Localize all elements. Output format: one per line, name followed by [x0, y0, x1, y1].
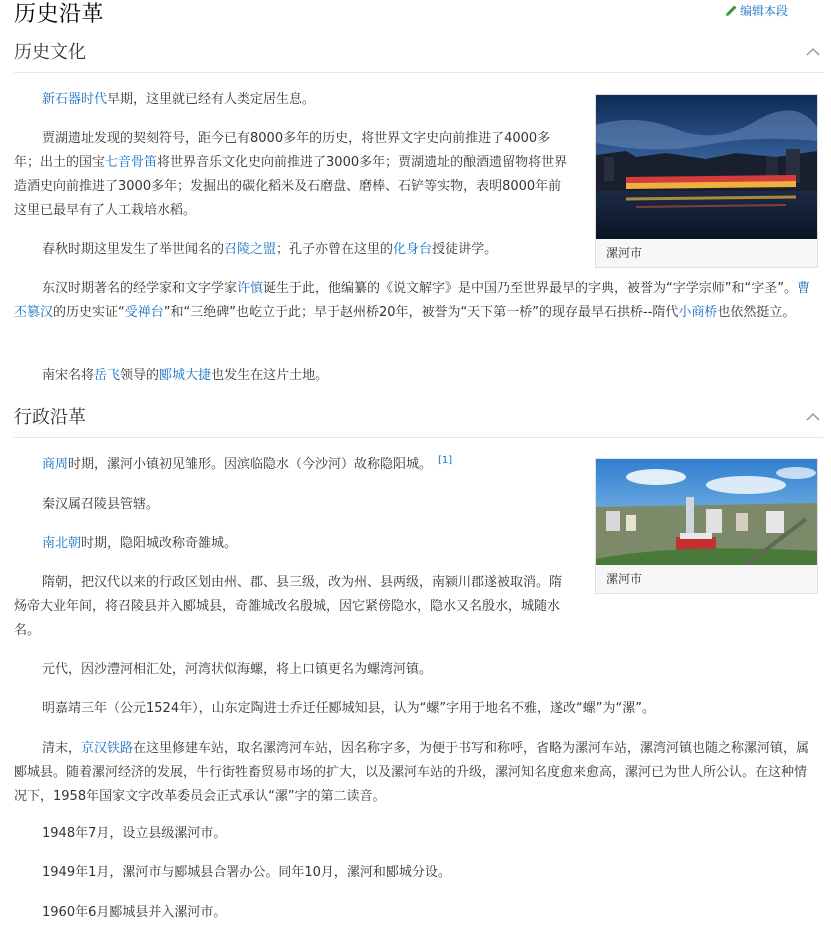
inline-link[interactable]: 许慎 — [237, 281, 264, 296]
text-run: ”和“三绝碑”也屹立于此；早于赵州桥20年，被誉为“天下第一桥”的现存最早石拱桥--隋代 — [163, 305, 679, 320]
text-run: 贾湖遗址发现的契刻符号，距今已有8000多年的历史，将世界文字史向前推进了4000多年；出土的国宝 — [14, 131, 551, 170]
text-run: 1949年1月，漯河市与郾城县合署办公。同年10月，漯河和郾城分设。 — [42, 865, 451, 880]
paragraph — [14, 822, 818, 846]
paragraph — [14, 697, 818, 721]
text-run: 东汉时期著名的经学家和文字学家 — [42, 281, 238, 296]
paragraph — [14, 658, 818, 682]
text-run: 南宋名将 — [42, 368, 95, 383]
inline-link[interactable]: 岳飞 — [94, 368, 121, 383]
paragraph — [14, 127, 570, 223]
figure-caption: 漯河市 — [606, 246, 643, 260]
inline-link[interactable]: 南北朝 — [42, 536, 82, 551]
paragraph — [14, 277, 818, 325]
inline-link[interactable]: 京汉铁路 — [81, 741, 134, 756]
section-header-history-culture — [14, 40, 823, 73]
inline-link[interactable]: 化身台 — [393, 242, 433, 257]
paragraph — [14, 238, 570, 262]
city-aerial-photo — [596, 459, 817, 565]
inline-link[interactable]: 召陵之盟 — [224, 242, 277, 257]
paragraph — [14, 571, 570, 643]
paragraph — [14, 737, 818, 809]
inline-link[interactable]: 曹丕篡汉 — [14, 281, 810, 320]
text-run: 秦汉属召陵县管辖。 — [42, 497, 160, 512]
text-run: 的历史实证“ — [53, 305, 125, 320]
text-run: 1960年6月郾城县并入漯河市。 — [42, 905, 227, 920]
text-run: 也依然挺立。 — [717, 305, 796, 320]
page-title: 历史沿革 — [14, 2, 105, 27]
text-run: 在这里修建车站，取名漯湾河车站，因名称字多，为便于书写和称呼，省略为漯河车站，漯湾河镇也随之称漯河镇，属郾城县。随着漯河经济的发展，牛行街牲畜贸易市场的扩大，以及漯河车站的升级，漯河知名度愈来愈高，漯河已为世人所公认。在这种情况下，1958年国家文字改革委员会正式承认“漯”字的第二读音。 — [14, 741, 810, 804]
paragraph — [14, 88, 570, 112]
text-run: 将世界音乐文化史向前推进了3000多年；贾湖遗址的酿酒遗留物将世界造酒史向前推进了3000多年；发掘出的碳化稻米及石磨盘、磨棒、石铲等实物，表明8000年前这里已最早有了人工栽培水稻。 — [14, 155, 568, 218]
section-heading: 行政沿革 — [14, 407, 86, 428]
text-run: 也发生在这片土地。 — [211, 368, 329, 383]
text-run: 领导的 — [120, 368, 160, 383]
inline-link[interactable]: 小商桥 — [678, 305, 718, 320]
image-figure[interactable] — [595, 94, 818, 268]
text-run: 时期，隐阳城改称奇雒城。 — [81, 536, 238, 551]
inline-link[interactable]: 商周 — [42, 457, 69, 472]
reference-link[interactable]: [1] — [438, 454, 453, 466]
inline-link[interactable]: 七音骨笛 — [105, 155, 158, 170]
text-run: 隋朝，把汉代以来的行政区划由州、郡、县三级，改为州、县两级，南颍川郡遂被取消。隋炀帝大业年间，将召陵县并入郾城县，奇雒城改名殷城，因它紧傍隐水，隐水又名殷水，城随水名。 — [14, 575, 563, 638]
city-night-photo — [596, 95, 817, 239]
text-run: 授徒讲学。 — [432, 242, 498, 257]
inline-link[interactable]: 郾城大捷 — [159, 368, 212, 383]
section-heading: 历史文化 — [14, 42, 86, 63]
paragraph — [14, 493, 570, 517]
chevron-up-icon[interactable] — [806, 47, 820, 57]
paragraph — [14, 364, 818, 388]
edit-section-button[interactable] — [725, 2, 788, 19]
text-run: ；孔子亦曾在这里的 — [276, 242, 394, 257]
paragraph — [14, 861, 818, 885]
figure-caption: 漯河市 — [606, 572, 643, 586]
text-run: 时期，漯河小镇初见雏形。因滨临隐水（今沙河）故称隐阳城。 — [68, 457, 433, 472]
paragraph — [14, 453, 570, 477]
text-run: 春秋时期这里发生了举世闻名的 — [42, 242, 225, 257]
chevron-up-icon[interactable] — [806, 412, 820, 422]
text-run: 清末， — [42, 741, 82, 756]
section-header-admin-history — [14, 405, 823, 438]
text-run: 早期，这里就已经有人类定居生息。 — [107, 92, 316, 107]
inline-link[interactable]: 受禅台 — [124, 305, 164, 320]
pencil-icon — [725, 5, 737, 17]
image-figure[interactable] — [595, 458, 818, 594]
edit-section-label: 编辑本段 — [739, 4, 788, 18]
text-run: 元代，因沙澧河相汇处，河湾状似海螺，将上口镇更名为螺湾河镇。 — [42, 662, 433, 677]
inline-link[interactable]: 新石器时代 — [42, 92, 108, 107]
text-run: 明嘉靖三年（公元1524年），山东定陶进士乔迁任郾城知县，认为“螺”字用于地名不雅，遂改“螺”为“漯”。 — [42, 701, 655, 716]
text-run: 诞生于此，他编纂的《说文解字》是中国乃至世界最早的字典，被誉为“字学宗师”和“字圣”。 — [263, 281, 797, 296]
paragraph — [14, 532, 570, 556]
text-run: 1948年7月，设立县级漯河市。 — [42, 826, 227, 841]
paragraph — [14, 901, 818, 925]
